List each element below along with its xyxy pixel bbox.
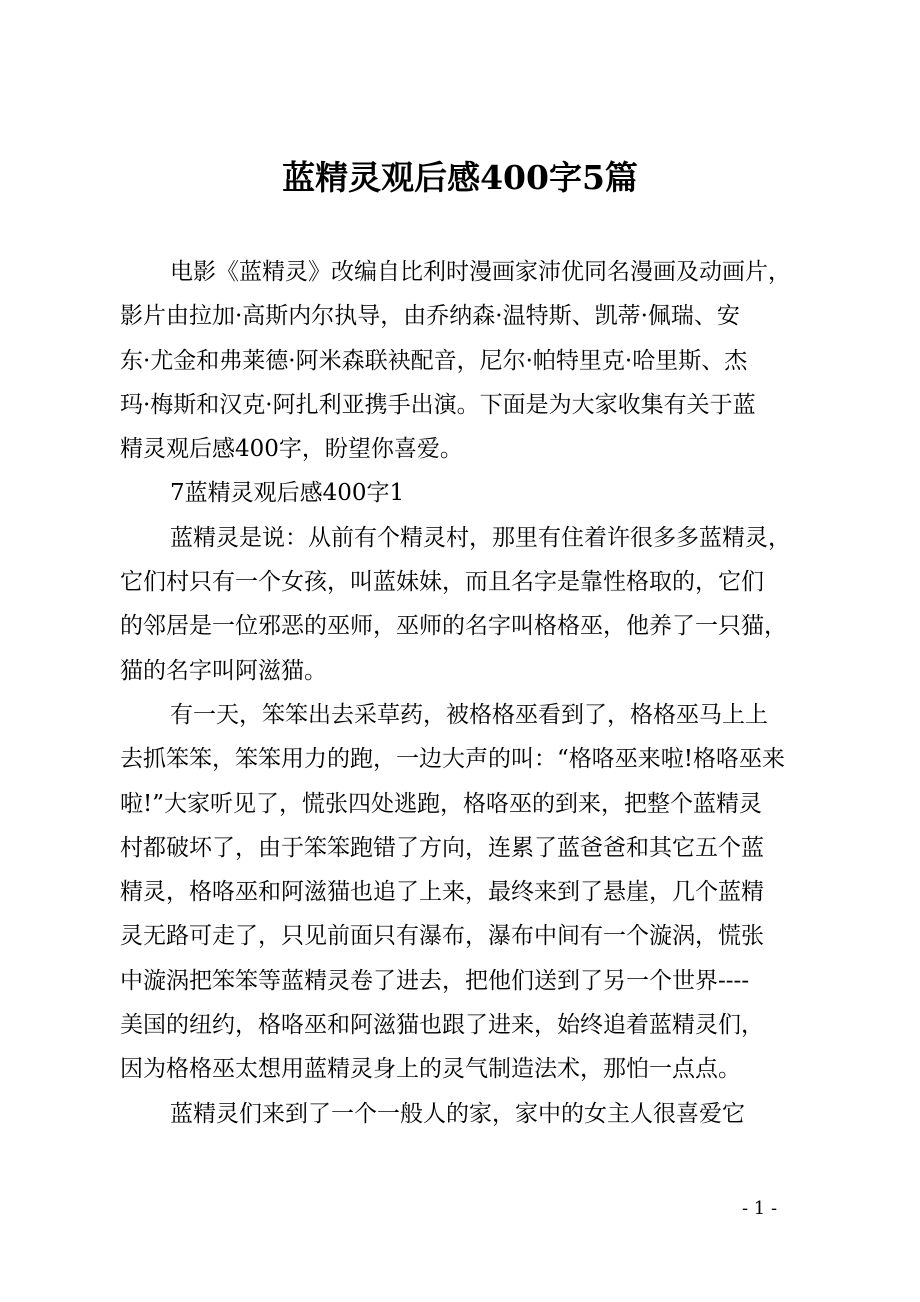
paragraph-line: 的邻居是一位邪恶的巫师，巫师的名字叫格格巫，他养了一只猫， (120, 613, 787, 640)
paragraph-line: 它们村只有一个女孩，叫蓝妹妹，而且名字是靠性格取的，它们 (120, 569, 764, 596)
paragraph-line: 因为格格巫太想用蓝精灵身上的灵气制造法术，那怕一点点。 (120, 1056, 741, 1083)
paragraph-line: 影片由拉加·高斯内尔执导，由乔纳森·温特斯、凯蒂·佩瑞、安 (120, 303, 740, 330)
paragraph-line: 精灵观后感400字，盼望你喜爱。 (120, 436, 463, 463)
document-title: 蓝精灵观后感400字5篇 (282, 158, 638, 197)
page-number: - 1 - (742, 1198, 778, 1219)
paragraph-line: 灵无路可走了，只见前面只有瀑布，瀑布中间有一个漩涡，慌张 (120, 923, 764, 950)
paragraph-line: 猫的名字叫阿滋猫。 (120, 657, 327, 684)
paragraph-line: 东·尤金和弗莱德·阿米森联袂配音，尼尔·帕特里克·哈里斯、杰 (120, 347, 748, 374)
paragraph-line: 蓝精灵们来到了一个一般人的家，家中的女主人很喜爱它 (170, 1100, 745, 1127)
paragraph-line: 去抓笨笨，笨笨用力的跑，一边大声的叫：“格咯巫来啦!格咯巫来 (120, 746, 786, 773)
section-heading: 7蓝精灵观后感400字1 (170, 480, 405, 507)
paragraph-line: 玛·梅斯和汉克·阿扎利亚携手出演。下面是为大家收集有关于蓝 (120, 391, 756, 418)
paragraph-line: 啦!”大家听见了，慌张四处逃跑，格咯巫的到来，把整个蓝精灵 (120, 790, 763, 817)
paragraph-line: 电影《蓝精灵》改编自比利时漫画家沛优同名漫画及动画片， (170, 259, 791, 285)
paragraph-line: 蓝精灵是说：从前有个精灵村，那里有住着许很多多蓝精灵， (170, 524, 791, 551)
document-body (120, 250, 810, 1136)
paragraph-line: 村都破坏了，由于笨笨跑错了方向，连累了蓝爸爸和其它五个蓝 (120, 834, 764, 861)
paragraph-line: 中漩涡把笨笨等蓝精灵卷了进去，把他们送到了另一个世界---- (120, 967, 750, 994)
paragraph-line: 精灵，格咯巫和阿滋猫也追了上来，最终来到了悬崖，几个蓝精 (120, 879, 764, 906)
paragraph-line: 美国的纽约，格咯巫和阿滋猫也跟了进来，始终追着蓝精灵们， (120, 1012, 764, 1039)
paragraph-line: 有一天，笨笨出去采草药，被格格巫看到了，格格巫马上上 (170, 701, 768, 728)
